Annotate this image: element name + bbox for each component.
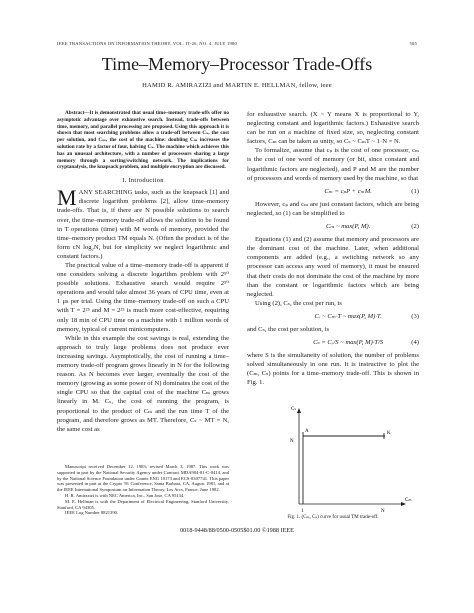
equation-number: (4) (411, 339, 419, 347)
equation-number: (3) (411, 312, 419, 320)
x-tick-value: N (381, 509, 385, 514)
paragraph: While in this example the cost savings is real, extending the approach to truly large problems does not produce ever increasing savings. Asymptotically, the cost of running a time–memory trade-off program grows linearly in N for the following reason. As N becomes ever larger, eventually the cost of the memory (growing as some power of N) dominates the cost of the single CPU so that the capital cost of the machine Cₘ grows linearly in M. Cₛ, the cost of running the program, is proportional to the product of Cₘ and the run time T of the program, and therefore grows as MT. Therefore, Cₛ ~ MT = N, the same cost as (57, 334, 229, 433)
left-column (57, 110, 229, 434)
equation-expression: Cᵣ ~ Cₘ·T ~ max(P, M)·T. (314, 312, 382, 320)
paragraph: where S is the simultaneity of solution, the number of problems solved simultaneously in one run. It is instructive to plot the (Cₘ, Cₛ) points for a time–memory trade-off. This is shown in Fig. 1. (247, 352, 419, 387)
equation-number: (1) (411, 187, 419, 195)
paragraph: The practical value of a time–memory trade-off is apparent if one considers solving a discrete logarithm problem with 2⁵⁰ possible solutions. Exhaustive search would require 2⁵⁰ operations and would take almost 36 years of CPU time, even at 1 μs per trial. Using the time–memory trade-off on such a CPU with T = 2²⁵ and M = 2²⁵ is much more cost-effective, requiring only 18 min of CPU time on a machine with 1 million words of memory, typical of current minicomputers. (57, 262, 229, 333)
figure-caption: Fig. 1. (Cₘ, Cₛ) curve for usual TM trade-off. (287, 515, 379, 520)
right-column (247, 110, 419, 388)
x-tick-label: 1 (301, 509, 304, 514)
equation-4 (247, 338, 419, 347)
journal-header: IEEE TRANSACTIONS ON INFORMATION THEORY, VOL. IT-26, NO. 4, JULY 1980 (57, 41, 237, 46)
section-heading: I. Introduction (122, 177, 164, 185)
paragraph: However, cₚ and cₘ are just constant factors, which are being neglected, so (1) can be simplified to (247, 200, 419, 217)
intro-paragraph (57, 185, 229, 261)
footnote (57, 464, 229, 516)
x-axis-label: Cₘ (405, 498, 412, 503)
paragraph: and Cₛ, the cost per solution, is (247, 325, 330, 333)
paragraph: Equations (1) and (2) assume that memory and processors are the dominant cost of the machine. Later, when additional components are added (e.g., a switching network so any processor can access any word of memory), it must be ensured that their costs do not dominate the cost of the machine by more than the constant or logarithmic factors which are being neglected. (247, 236, 419, 298)
running-head (57, 41, 417, 46)
y-tick-label: N (290, 439, 294, 444)
equation-expression: Cₘ ~ max(P, M). (325, 223, 371, 231)
intro-paragraph-text: ANY SEARCHING tasks, such as the knapsack [1] and discrete logarithm problems [2], allow time–memory trade-offs. That is, if there are N possible solutions to search over, the time–memory trade-off allows the solution to be found in T operations (time) with M words of memory, provided the time–memory product TM equals N. (Often the product is of the form cN log₂N, but for simplicity we neglect logarithmic and constant factors.) (57, 189, 229, 260)
paragraph: for exhaustive search. (X ~ Y means X is proportional to Y, neglecting constant and logarithmic factors.) Exhaustive search can be run on a machine of fixed size, so, neglecting constant factors, Cₘ can be taken as unity, so Cₛ ~ CₘT ~ 1·N = N. (247, 111, 419, 146)
copyright-line: 0018-9448/88/0500-0505$01.00 ©1988 IEEE (180, 527, 294, 534)
equation-expression: Cₛ = Cᵣ/S ~ max(P, M)·T/S (313, 339, 384, 347)
footnote-author-1: H. R. Amirazizi is with NEC America, Inc., San Jose, CA 95134. (65, 492, 185, 498)
equation-2 (247, 222, 419, 231)
equation-number: (2) (411, 223, 419, 231)
dropcap: M (57, 185, 77, 211)
equation-expression: Cₘ = cₚP + cₘM. (324, 187, 372, 195)
page-number: 505 (409, 41, 417, 46)
footnote-log-number: IEEE Log Number 8821390. (65, 510, 119, 516)
paper-authors: HAMID R. AMIRAZIZI and MARTIN E. HELLMAN, fellow, ieee (142, 82, 332, 89)
paragraph: Using (2), Cₛ, the cost per run, is (255, 299, 342, 307)
point-a-label: A (305, 429, 309, 434)
y-axis-arrow-icon (297, 408, 301, 413)
y-axis-label: Cₛ (291, 407, 297, 412)
figure-1-plot (247, 404, 419, 514)
figure-1 (247, 404, 419, 514)
footnote-author-2: M. E. Hellman is with the Department of Electrical Engineering, Stanford University, Stanford, CA 94305. (57, 498, 229, 510)
paper-title: Time–Memory–Processor Trade-Offs (101, 54, 373, 74)
footnote-manuscript: Manuscript received December 12, 1983; revised March 3, 1987. This work was supported in part by the National Security Agency under Contract MDA904-81-C-0414, and by the National Science Foundation under Grants ENG 10173 and ECS-8307741. This paper was presented in part at the Crypto '81 Conference, Santa Barbara, CA, August 1981, and at the IEEE International Symposium on Information Theory, Les Arcs, France, June 1982. (57, 464, 229, 493)
equation-1 (247, 187, 419, 196)
abstract: Abstract—It is demonstrated that usual time–memory trade-offs offer no asymptotic advantage over exhaustive search. Instead, trade-offs between time, memory, and parallel processing are proposed. Using this approach it is shown that most searching problems allow a trade-off between Cₛ, the cost per solution, and Cₘ, the cost of the machine: doubling Cₘ increases the solution rate by a factor of four, halving Cₛ. The machine which achieves this has an unusual architecture, with a number of processors sharing a large memory through a sorting/switching network. The implications for cryptanalysis, the knapsack problem, and multiple encryption are discussed. (57, 110, 229, 171)
equation-3 (247, 312, 419, 321)
point-k-label: K (387, 431, 391, 436)
paragraph: To formalize, assume that cₚ is the cost of one processor, cₘ is the cost of one word of memory (or bit, since constant and logarithmic factors are neglected), and P and M are the number of processors and words of memory used by the machine, so that (247, 147, 419, 182)
